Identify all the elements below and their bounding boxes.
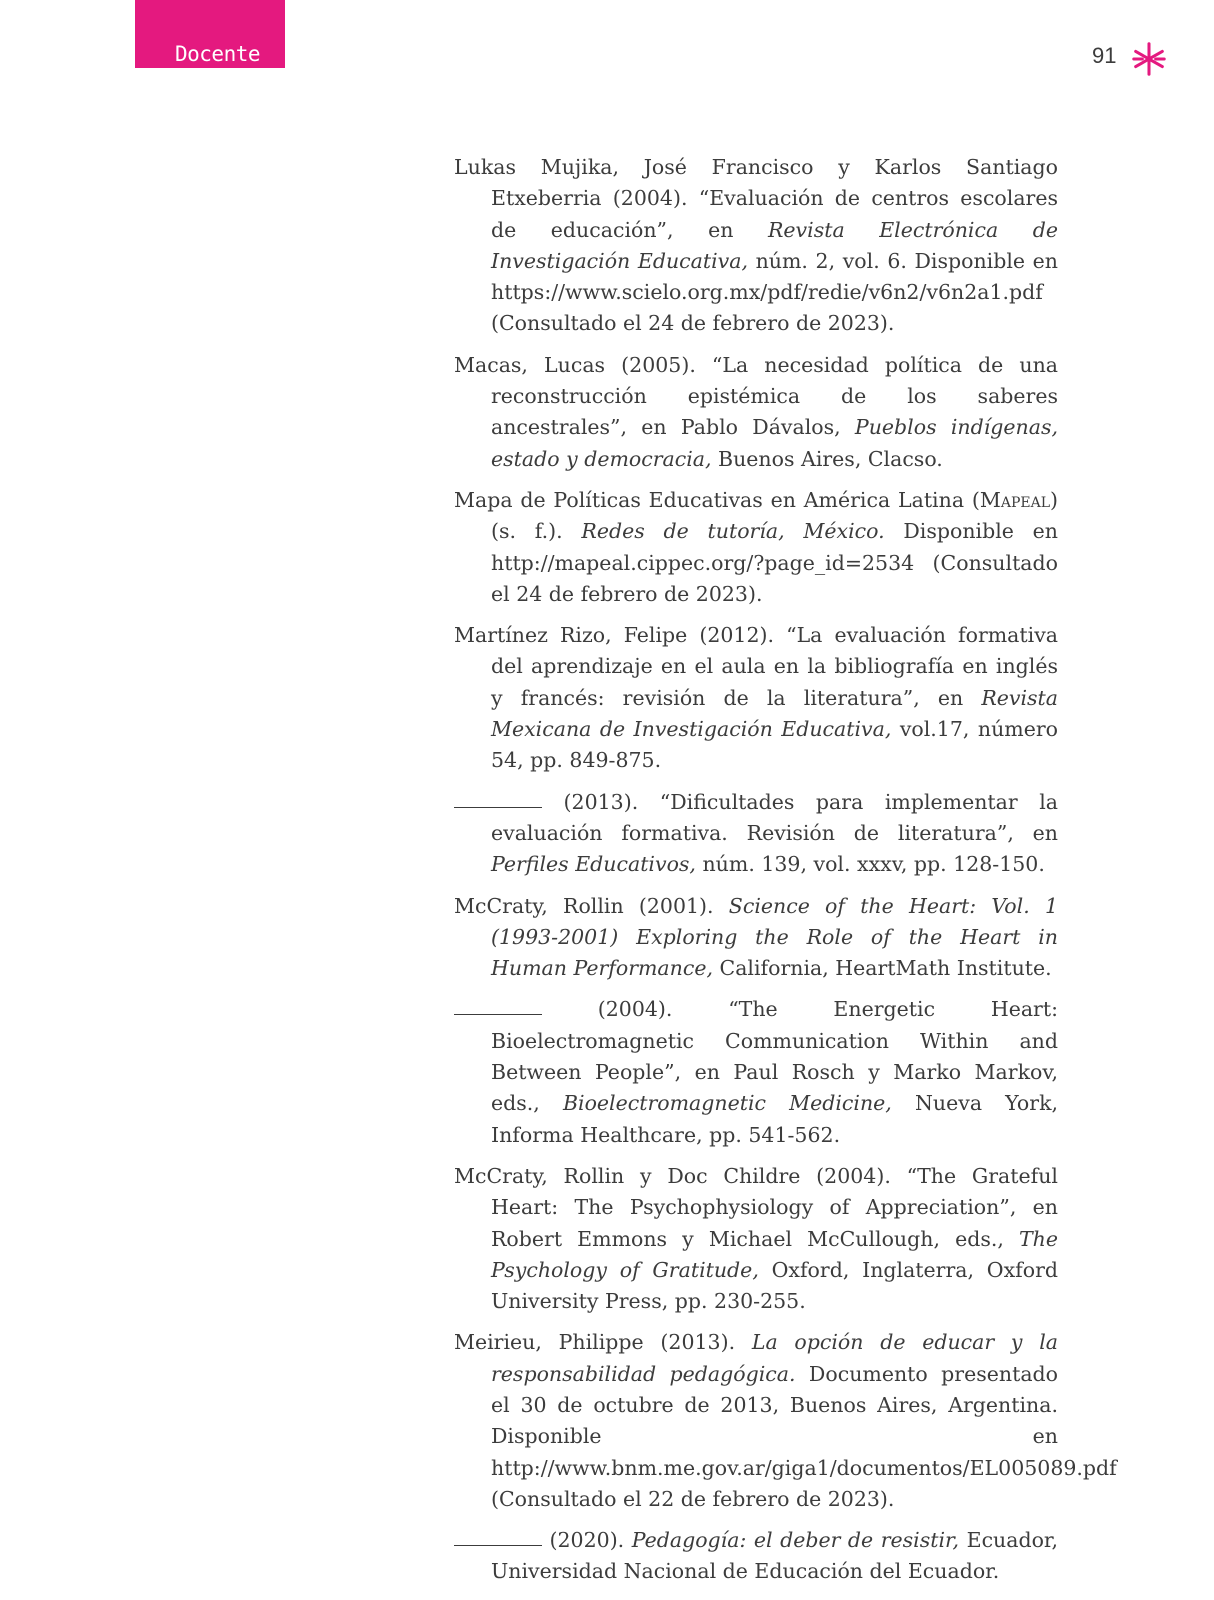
reference-text: ) (s. f.). xyxy=(491,487,1058,544)
reference-entry xyxy=(454,994,1058,1150)
reference-text: Buenos Aires, Clacso. xyxy=(711,446,943,471)
reference-text: (2020). xyxy=(542,1528,632,1553)
ditto-author-line xyxy=(454,806,542,808)
reference-entry xyxy=(454,891,1058,985)
reference-text: Meirieu, Philippe (2013). xyxy=(454,1330,752,1355)
reference-title: Perfiles Educativos, xyxy=(491,852,696,877)
reference-text: (2004). “The Energetic Heart: Bioelectromagnetic Communication Within and Between People”, en Paul Rosch y Marko Markov, eds., xyxy=(491,997,1058,1116)
reference-text: Nueva York, Informa Healthcare, pp. 541-562. xyxy=(491,1091,1059,1147)
reference-text: Ecuador, Universidad Nacional de Educación del Ecuador. xyxy=(491,1528,1058,1584)
reference-text: Disponible en http://mapeal.cippec.org/?page_id=2534 (Consultado el 24 de febrero de 2023). xyxy=(491,519,1058,606)
reference-title: La opción de educar y la responsabilidad pedagógica. xyxy=(491,1330,1058,1386)
section-label: Docente xyxy=(175,42,261,66)
reference-title: Bioelectromagnetic Medicine, xyxy=(562,1091,892,1116)
reference-list xyxy=(454,152,1117,1598)
reference-entry xyxy=(454,620,1058,776)
reference-text: Lukas Mujika, José Francisco y Karlos Santiago Etxeberria (2004). “Evaluación de centros escolares de educación”, en xyxy=(454,155,1058,242)
asterisk-icon xyxy=(1130,40,1168,78)
reference-text: Martínez Rizo, Felipe (2012). “La evaluación formativa del aprendizaje en el aula en la bibliografía en inglés y francés: revisión de la literatura”, en xyxy=(454,623,1058,710)
reference-text: McCraty, Rollin (2001). xyxy=(454,893,729,918)
section-tab xyxy=(135,0,285,68)
reference-entry xyxy=(454,1525,1058,1588)
reference-text: (2013). “Dificultades para implementar la evaluación formativa. Revisión de literatura”, en xyxy=(491,789,1058,845)
reference-entry xyxy=(454,350,1058,475)
reference-text: vol.17, número 54, pp. 849-875. xyxy=(491,717,1058,773)
reference-text: Documento presentado el 30 de octubre de 2013, Buenos Aires, Argentina. Disponible en http://www.bnm.me.gov.ar/giga1/documentos/EL005089.pdf (Consultado el 22 de febrero de 2023). xyxy=(491,1361,1117,1511)
reference-entry xyxy=(454,152,1058,340)
reference-text: Macas, Lucas (2005). “La necesidad política de una reconstrucción epistémica de los saberes ancestrales”, en Pablo Dávalos, xyxy=(454,352,1058,440)
reference-entry xyxy=(454,1161,1058,1317)
reference-entry xyxy=(454,485,1058,610)
reference-title: Revista Electrónica de Investigación Educativa, xyxy=(491,217,1058,273)
reference-text: Oxford, Inglaterra, Oxford University Press, pp. 230-255. xyxy=(491,1257,1058,1314)
reference-text: núm. 139, vol. xxxv, pp. 128-150. xyxy=(695,852,1045,877)
reference-title: Revista Mexicana de Investigación Educativa, xyxy=(491,685,1058,742)
page-number: 91 xyxy=(1092,43,1117,68)
reference-text: California, HeartMath Institute. xyxy=(713,956,1052,981)
ditto-author-line xyxy=(454,1544,542,1546)
reference-title: Pedagogía: el deber de resistir, xyxy=(631,1528,960,1553)
reference-acronym: Mapeal xyxy=(979,487,1050,512)
reference-title: The Psychology of Gratitude, xyxy=(491,1226,1058,1282)
reference-title: Redes de tutoría, México. xyxy=(581,519,885,544)
reference-entry xyxy=(454,1327,1117,1515)
reference-entry xyxy=(454,787,1058,881)
reference-title: Pueblos indígenas, estado y democracia, xyxy=(491,415,1059,471)
reference-text: Mapa de Políticas Educativas en América Latina ( xyxy=(454,487,980,512)
ditto-author-line xyxy=(454,1013,542,1015)
reference-text: McCraty, Rollin y Doc Childre (2004). “The Grateful Heart: The Psychophysiology of Appreciation”, en Robert Emmons y Michael McCullough, eds., xyxy=(454,1163,1058,1251)
reference-text: núm. 2, vol. 6. Disponible en https://www.scielo.org.mx/pdf/redie/v6n2/v6n2a1.pdf (Consultado el 24 de febrero de 2023). xyxy=(491,248,1058,336)
reference-title: Science of the Heart: Vol. 1 (1993-2001) Exploring the Role of the Heart in Human Performance, xyxy=(491,893,1058,981)
